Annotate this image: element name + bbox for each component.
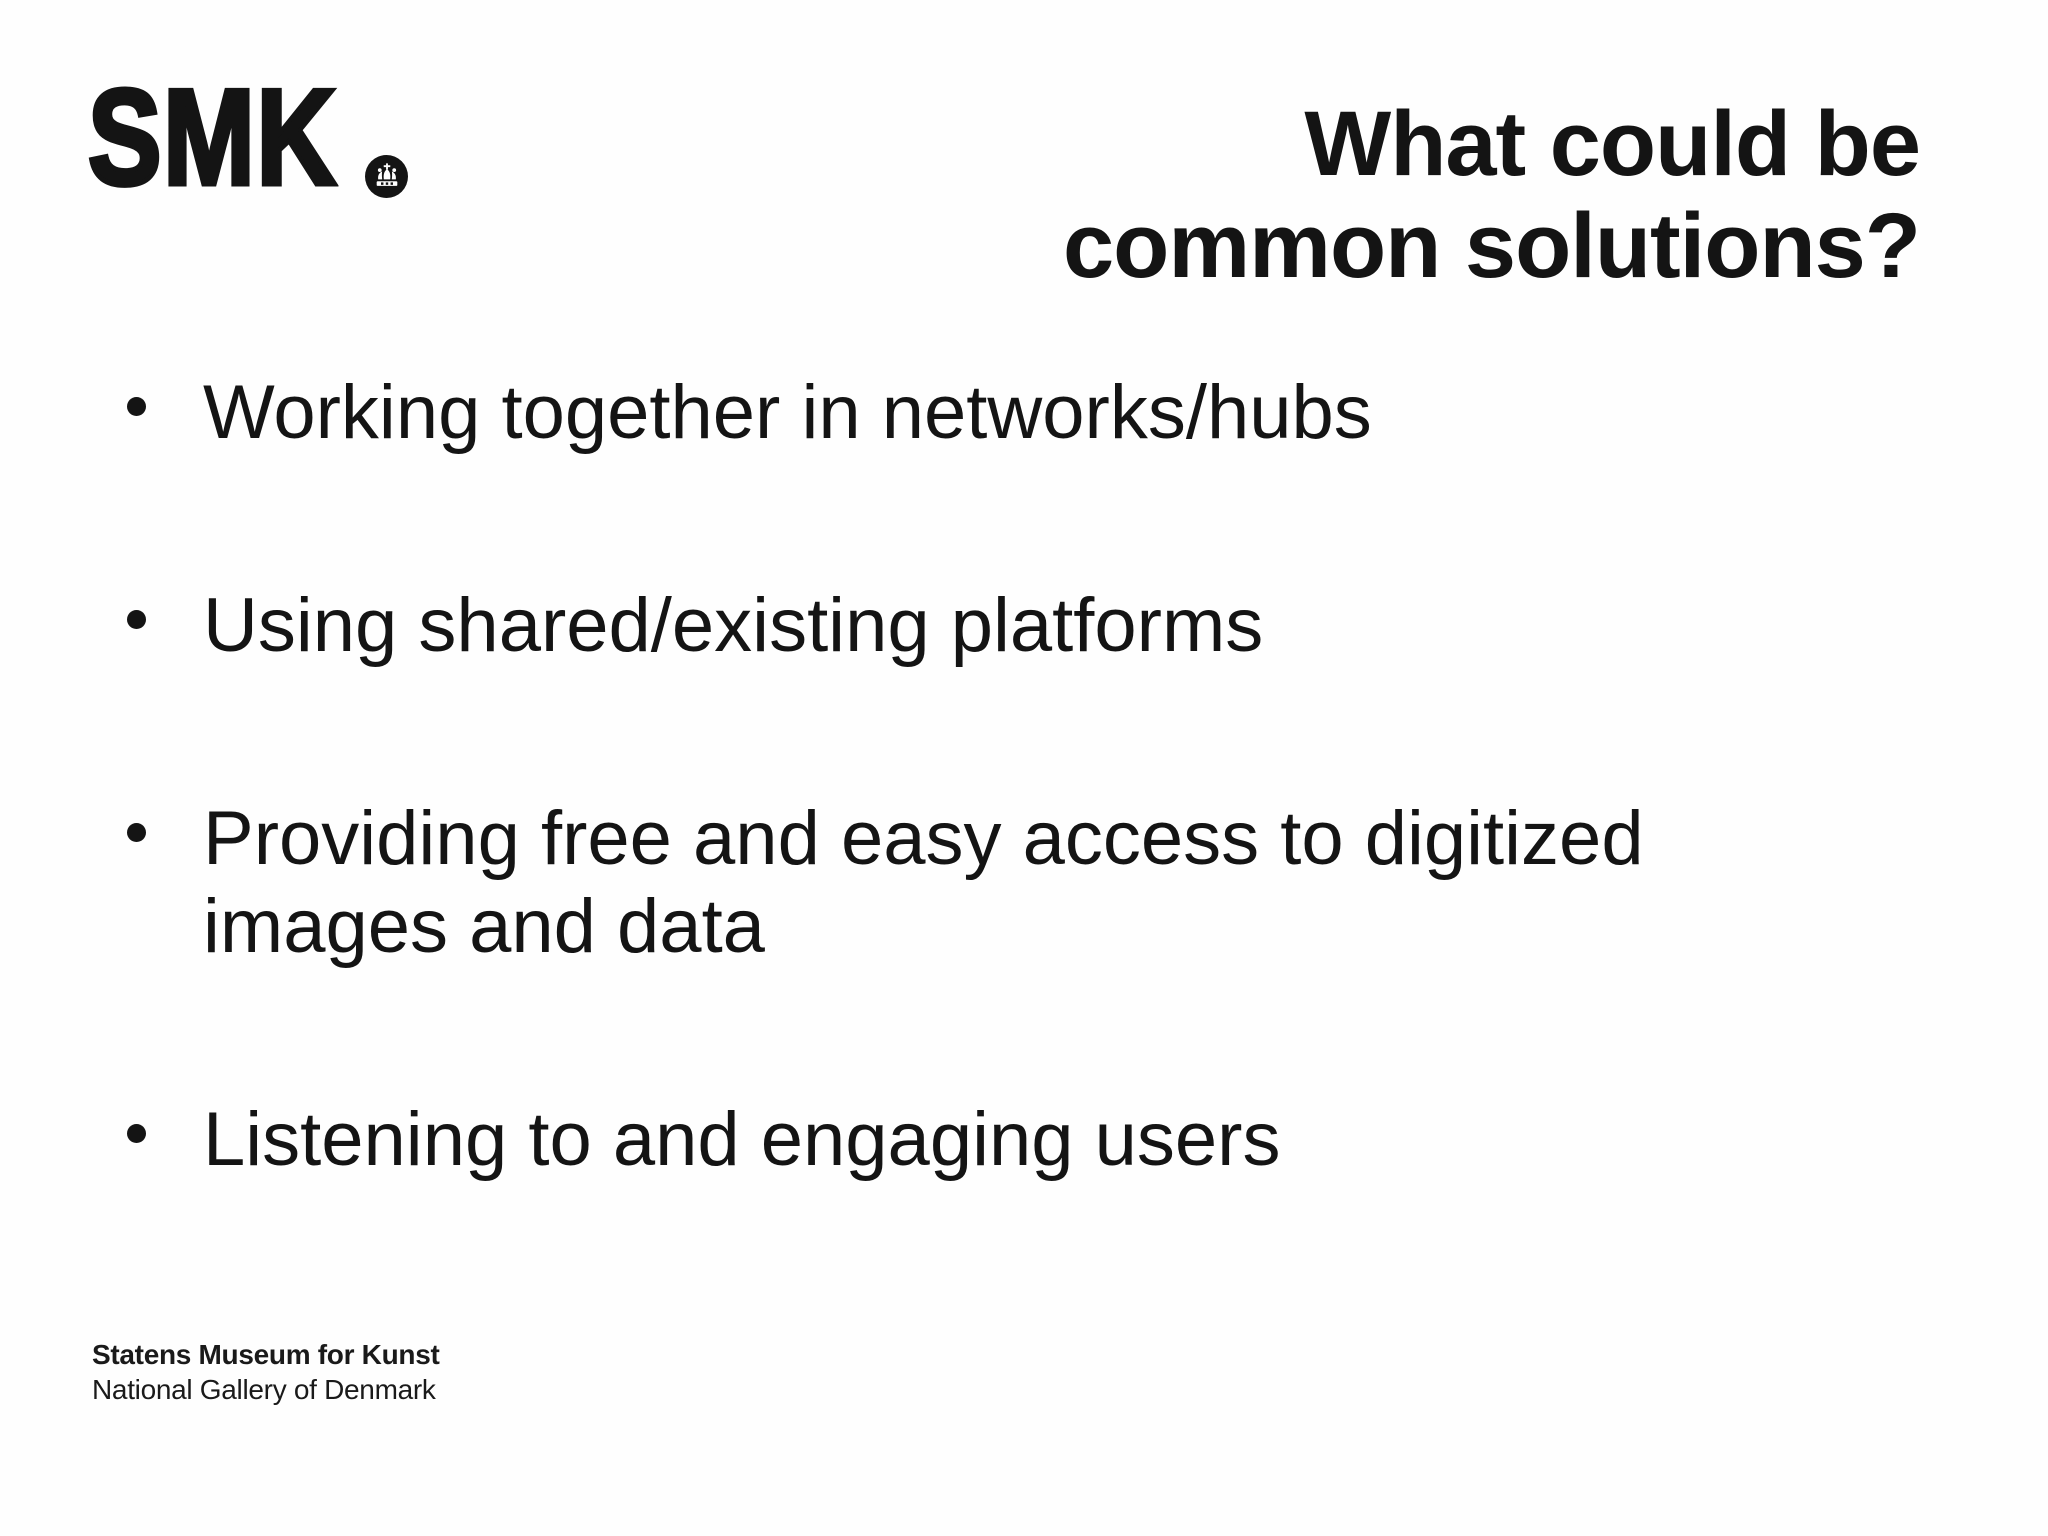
footer xyxy=(92,1337,440,1407)
slide-title xyxy=(1063,93,1920,297)
bullet-text: Using shared/existing platforms xyxy=(203,583,1264,668)
smk-logo xyxy=(88,61,396,213)
bullet-dot-icon xyxy=(127,823,146,842)
bullet-text: Providing free and easy access to digitized images and data xyxy=(203,796,1644,969)
footer-museum-name-danish: Statens Museum for Kunst xyxy=(92,1339,440,1370)
title-line-2: common solutions? xyxy=(1063,195,1920,297)
bullet-item xyxy=(203,795,1763,971)
bullet-item xyxy=(203,369,1763,457)
bullet-dot-icon xyxy=(127,1124,146,1143)
footer-museum-name-english: National Gallery of Denmark xyxy=(92,1374,436,1405)
bullet-item xyxy=(203,582,1763,670)
bullet-dot-icon xyxy=(127,397,146,416)
crown-badge xyxy=(365,155,408,198)
bullet-item xyxy=(203,1096,1763,1184)
bullet-list xyxy=(203,369,1763,1184)
bullet-dot-icon xyxy=(127,610,146,629)
smk-logo-text: SMK xyxy=(88,61,338,213)
bullet-text: Working together in networks/hubs xyxy=(203,370,1372,455)
title-line-1: What could be xyxy=(1304,93,1920,195)
bullet-text: Listening to and engaging users xyxy=(203,1097,1281,1182)
crown-icon xyxy=(372,163,402,190)
